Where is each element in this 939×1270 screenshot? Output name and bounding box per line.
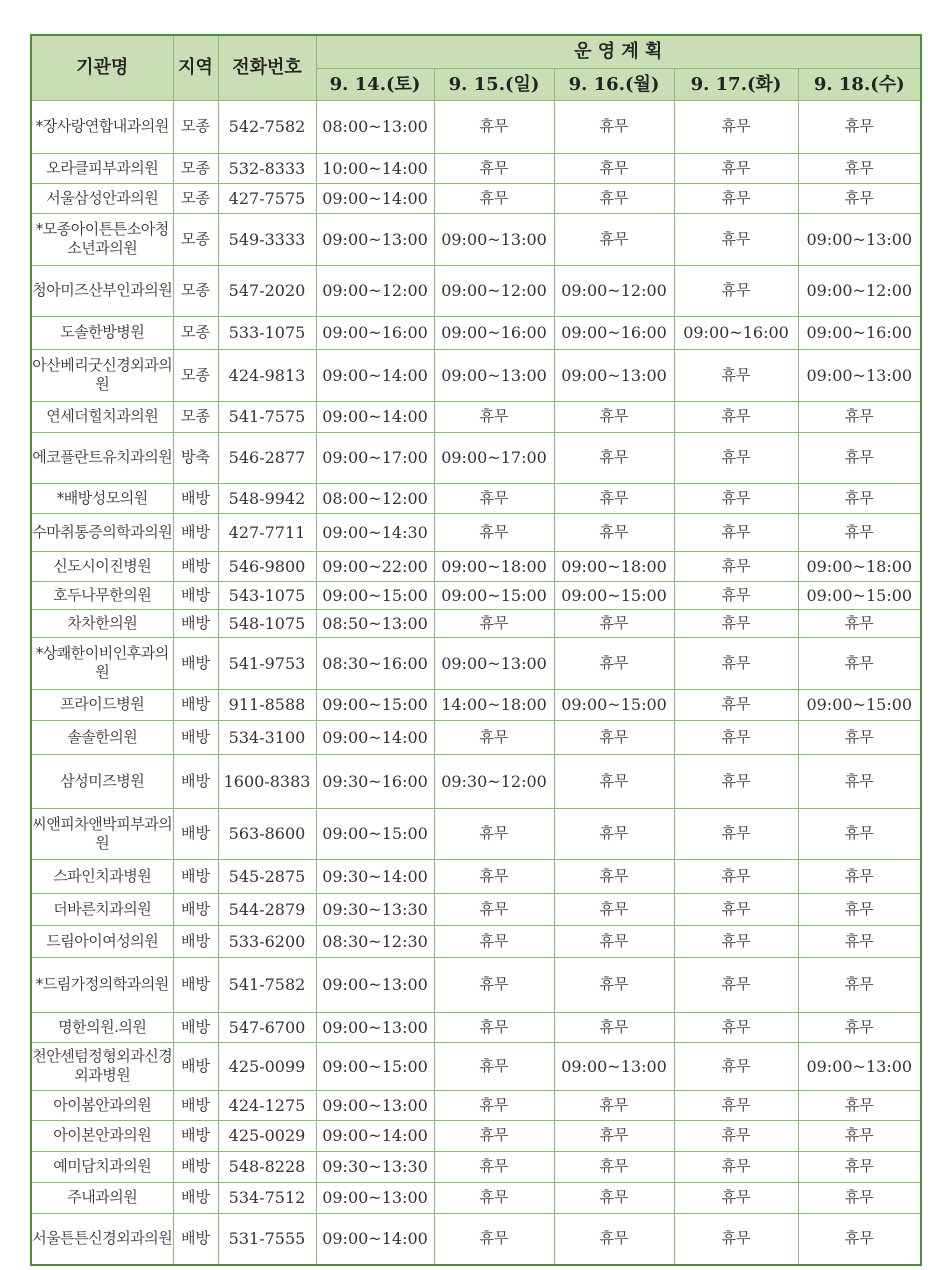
hours-cell: 09:00~14:30 [316, 513, 434, 551]
table-row [31, 1151, 921, 1182]
clinic-name: 삼성미즈병원 [31, 754, 173, 808]
table-row [31, 551, 921, 581]
hours-cell: 휴무 [674, 808, 798, 859]
hours-cell: 09:00~13:00 [316, 1182, 434, 1213]
clinic-name: *상쾌한이비인후과의원 [31, 637, 173, 689]
hours-cell: 휴무 [554, 859, 674, 893]
header-operation-plan: 운 영 계 획 [316, 35, 921, 68]
hours-cell: 휴무 [798, 1120, 921, 1151]
hours-cell: 휴무 [798, 1090, 921, 1120]
hours-cell: 휴무 [674, 1042, 798, 1090]
table-row [31, 1213, 921, 1265]
table-row [31, 1120, 921, 1151]
hours-cell: 09:00~15:00 [316, 1042, 434, 1090]
hours-cell: 휴무 [434, 1120, 554, 1151]
header-day: 9. 14.(토) [316, 68, 434, 100]
hours-cell: 09:00~16:00 [674, 316, 798, 349]
phone-number: 545-2875 [218, 859, 316, 893]
hours-cell: 휴무 [554, 808, 674, 859]
region: 모종 [173, 316, 218, 349]
region: 모종 [173, 100, 218, 153]
hours-cell: 09:00~14:00 [316, 1213, 434, 1265]
hours-cell: 휴무 [674, 213, 798, 265]
hours-cell: 09:30~13:30 [316, 893, 434, 925]
hours-cell: 휴무 [554, 513, 674, 551]
hours-cell: 휴무 [674, 1012, 798, 1042]
hours-cell: 09:00~14:00 [316, 401, 434, 432]
clinic-name: 드림아이여성의원 [31, 925, 173, 957]
hours-cell: 휴무 [434, 183, 554, 213]
clinic-name: 예미담치과의원 [31, 1151, 173, 1182]
hours-cell: 휴무 [434, 925, 554, 957]
hours-cell: 휴무 [798, 957, 921, 1012]
clinic-name: 아이본안과의원 [31, 1120, 173, 1151]
hours-cell: 09:00~13:00 [434, 349, 554, 401]
hours-cell: 09:00~13:00 [316, 1012, 434, 1042]
hours-cell: 09:00~13:00 [798, 349, 921, 401]
phone-number: 531-7555 [218, 1213, 316, 1265]
hours-cell: 휴무 [674, 432, 798, 483]
hours-cell: 09:00~14:00 [316, 720, 434, 754]
header-day: 9. 15.(일) [434, 68, 554, 100]
region: 모종 [173, 349, 218, 401]
hours-cell: 휴무 [798, 483, 921, 513]
region: 모종 [173, 153, 218, 183]
header-region: 지역 [173, 35, 218, 100]
hours-cell: 09:00~14:00 [316, 1120, 434, 1151]
hours-cell: 휴무 [674, 893, 798, 925]
hours-cell: 09:00~16:00 [798, 316, 921, 349]
hours-cell: 09:00~12:00 [798, 265, 921, 316]
hours-cell: 08:00~12:00 [316, 483, 434, 513]
hours-cell: 휴무 [798, 183, 921, 213]
hours-cell: 09:00~22:00 [316, 551, 434, 581]
table-row [31, 213, 921, 265]
hours-cell: 휴무 [554, 483, 674, 513]
region: 배방 [173, 609, 218, 637]
hours-cell: 09:00~15:00 [316, 689, 434, 720]
phone-number: 425-0099 [218, 1042, 316, 1090]
hours-cell: 휴무 [674, 183, 798, 213]
hours-cell: 휴무 [554, 432, 674, 483]
hours-cell: 휴무 [434, 100, 554, 153]
phone-number: 563-8600 [218, 808, 316, 859]
hours-cell: 휴무 [674, 265, 798, 316]
phone-number: 548-1075 [218, 609, 316, 637]
table-row [31, 316, 921, 349]
hours-cell: 휴무 [434, 893, 554, 925]
table-row [31, 483, 921, 513]
hours-cell: 휴무 [434, 720, 554, 754]
hours-cell: 14:00~18:00 [434, 689, 554, 720]
clinic-name: 아이봄안과의원 [31, 1090, 173, 1120]
hours-cell: 휴무 [554, 183, 674, 213]
hours-cell: 휴무 [434, 483, 554, 513]
table-row [31, 1012, 921, 1042]
hours-cell: 휴무 [674, 720, 798, 754]
clinic-name: 차차한의원 [31, 609, 173, 637]
region: 모종 [173, 401, 218, 432]
table-row [31, 893, 921, 925]
hours-cell: 휴무 [554, 925, 674, 957]
hours-cell: 휴무 [798, 153, 921, 183]
table-row [31, 637, 921, 689]
hours-cell: 휴무 [554, 1182, 674, 1213]
clinic-name: 주내과의원 [31, 1182, 173, 1213]
table-row [31, 401, 921, 432]
clinic-name: 스파인치과병원 [31, 859, 173, 893]
hours-cell: 휴무 [554, 1120, 674, 1151]
hours-cell: 휴무 [798, 754, 921, 808]
clinic-name: 오라클피부과의원 [31, 153, 173, 183]
clinic-name: *모종아이튼튼소아청소년과의원 [31, 213, 173, 265]
hours-cell: 09:00~15:00 [316, 808, 434, 859]
holiday-clinic-schedule-table [30, 34, 922, 1266]
hours-cell: 08:30~12:30 [316, 925, 434, 957]
phone-number: 547-2020 [218, 265, 316, 316]
region: 배방 [173, 483, 218, 513]
header-phone: 전화번호 [218, 35, 316, 100]
hours-cell: 09:00~15:00 [554, 581, 674, 609]
table-row [31, 349, 921, 401]
hours-cell: 휴무 [674, 153, 798, 183]
phone-number: 425-0029 [218, 1120, 316, 1151]
hours-cell: 휴무 [674, 581, 798, 609]
region: 배방 [173, 1042, 218, 1090]
phone-number: 547-6700 [218, 1012, 316, 1042]
region: 모종 [173, 183, 218, 213]
hours-cell: 휴무 [554, 1151, 674, 1182]
table-row [31, 859, 921, 893]
hours-cell: 휴무 [434, 859, 554, 893]
phone-number: 534-3100 [218, 720, 316, 754]
region: 배방 [173, 720, 218, 754]
region: 배방 [173, 1012, 218, 1042]
table-row [31, 609, 921, 637]
hours-cell: 휴무 [434, 1213, 554, 1265]
phone-number: 911-8588 [218, 689, 316, 720]
table-row [31, 754, 921, 808]
header-day: 9. 16.(월) [554, 68, 674, 100]
hours-cell: 휴무 [674, 1213, 798, 1265]
hours-cell: 휴무 [434, 808, 554, 859]
hours-cell: 09:00~15:00 [316, 581, 434, 609]
hours-cell: 휴무 [674, 1090, 798, 1120]
phone-number: 427-7711 [218, 513, 316, 551]
hours-cell: 휴무 [434, 1151, 554, 1182]
region: 배방 [173, 859, 218, 893]
hours-cell: 09:00~12:00 [554, 265, 674, 316]
table-row [31, 581, 921, 609]
hours-cell: 휴무 [674, 401, 798, 432]
hours-cell: 휴무 [798, 859, 921, 893]
hours-cell: 휴무 [674, 100, 798, 153]
region: 배방 [173, 1213, 218, 1265]
hours-cell: 휴무 [798, 432, 921, 483]
clinic-name: *드림가정의학과의원 [31, 957, 173, 1012]
header-day: 9. 18.(수) [798, 68, 921, 100]
hours-cell: 휴무 [554, 609, 674, 637]
table-row [31, 689, 921, 720]
hours-cell: 09:00~18:00 [434, 551, 554, 581]
hours-cell: 09:00~15:00 [434, 581, 554, 609]
phone-number: 541-9753 [218, 637, 316, 689]
region: 배방 [173, 551, 218, 581]
region: 배방 [173, 893, 218, 925]
hours-cell: 09:00~15:00 [798, 581, 921, 609]
hours-cell: 09:00~17:00 [316, 432, 434, 483]
clinic-name: 수마취통증의학과의원 [31, 513, 173, 551]
hours-cell: 09:00~13:00 [798, 1042, 921, 1090]
hours-cell: 09:00~12:00 [434, 265, 554, 316]
hours-cell: 휴무 [674, 349, 798, 401]
hours-cell: 휴무 [434, 513, 554, 551]
hours-cell: 휴무 [798, 808, 921, 859]
table-row [31, 100, 921, 153]
hours-cell: 휴무 [554, 957, 674, 1012]
hours-cell: 휴무 [554, 893, 674, 925]
clinic-name: 서울삼성안과의원 [31, 183, 173, 213]
header-name: 기관명 [31, 35, 173, 100]
phone-number: 548-9942 [218, 483, 316, 513]
hours-cell: 휴무 [554, 213, 674, 265]
hours-cell: 휴무 [434, 1042, 554, 1090]
hours-cell: 08:00~13:00 [316, 100, 434, 153]
hours-cell: 휴무 [798, 720, 921, 754]
phone-number: 541-7575 [218, 401, 316, 432]
table-row [31, 1090, 921, 1120]
hours-cell: 휴무 [554, 1090, 674, 1120]
hours-cell: 09:00~13:00 [434, 637, 554, 689]
clinic-name: 호두나무한의원 [31, 581, 173, 609]
hours-cell: 09:00~14:00 [316, 183, 434, 213]
region: 배방 [173, 513, 218, 551]
hours-cell: 09:00~13:00 [554, 1042, 674, 1090]
hours-cell: 09:00~13:00 [554, 349, 674, 401]
hours-cell: 09:00~13:00 [316, 213, 434, 265]
hours-cell: 09:00~13:00 [434, 213, 554, 265]
hours-cell: 09:00~15:00 [554, 689, 674, 720]
clinic-name: 씨앤피차앤박피부과의원 [31, 808, 173, 859]
hours-cell: 09:30~13:30 [316, 1151, 434, 1182]
hours-cell: 휴무 [434, 609, 554, 637]
hours-cell: 휴무 [798, 513, 921, 551]
phone-number: 543-1075 [218, 581, 316, 609]
region: 방축 [173, 432, 218, 483]
region: 배방 [173, 754, 218, 808]
table-row [31, 183, 921, 213]
table-row [31, 808, 921, 859]
clinic-name: 서울튼튼신경외과의원 [31, 1213, 173, 1265]
hours-cell: 휴무 [674, 754, 798, 808]
region: 배방 [173, 689, 218, 720]
hours-cell: 09:00~16:00 [434, 316, 554, 349]
region: 배방 [173, 1182, 218, 1213]
hours-cell: 09:30~12:00 [434, 754, 554, 808]
phone-number: 542-7582 [218, 100, 316, 153]
hours-cell: 휴무 [798, 637, 921, 689]
hours-cell: 휴무 [434, 1182, 554, 1213]
table-row [31, 957, 921, 1012]
table-row [31, 432, 921, 483]
hours-cell: 09:00~14:00 [316, 349, 434, 401]
phone-number: 424-1275 [218, 1090, 316, 1120]
phone-number: 541-7582 [218, 957, 316, 1012]
clinic-name: 아산베리굿신경외과의원 [31, 349, 173, 401]
hours-cell: 휴무 [554, 720, 674, 754]
hours-cell: 휴무 [674, 957, 798, 1012]
region: 배방 [173, 957, 218, 1012]
phone-number: 532-8333 [218, 153, 316, 183]
phone-number: 424-9813 [218, 349, 316, 401]
region: 모종 [173, 213, 218, 265]
hours-cell: 휴무 [434, 1090, 554, 1120]
hours-cell: 휴무 [674, 483, 798, 513]
hours-cell: 09:00~13:00 [316, 1090, 434, 1120]
hours-cell: 휴무 [674, 513, 798, 551]
hours-cell: 09:00~15:00 [798, 689, 921, 720]
region: 배방 [173, 581, 218, 609]
clinic-name: 명한의원.의원 [31, 1012, 173, 1042]
clinic-name: 에코플란트유치과의원 [31, 432, 173, 483]
region: 배방 [173, 808, 218, 859]
hours-cell: 09:30~16:00 [316, 754, 434, 808]
hours-cell: 10:00~14:00 [316, 153, 434, 183]
hours-cell: 휴무 [434, 957, 554, 1012]
hours-cell: 휴무 [554, 754, 674, 808]
clinic-name: 청아미즈산부인과의원 [31, 265, 173, 316]
hours-cell: 휴무 [674, 551, 798, 581]
hours-cell: 휴무 [554, 401, 674, 432]
hours-cell: 휴무 [798, 401, 921, 432]
clinic-name: 천안센텀정형외과신경외과병원 [31, 1042, 173, 1090]
hours-cell: 휴무 [434, 153, 554, 183]
region: 모종 [173, 265, 218, 316]
phone-number: 546-2877 [218, 432, 316, 483]
table-row [31, 925, 921, 957]
phone-number: 548-8228 [218, 1151, 316, 1182]
hours-cell: 휴무 [798, 925, 921, 957]
phone-number: 534-7512 [218, 1182, 316, 1213]
hours-cell: 09:00~16:00 [554, 316, 674, 349]
hours-cell: 휴무 [554, 1213, 674, 1265]
clinic-name: 솔솔한의원 [31, 720, 173, 754]
table-row [31, 1182, 921, 1213]
hours-cell: 휴무 [674, 1182, 798, 1213]
hours-cell: 휴무 [798, 100, 921, 153]
hours-cell: 09:00~18:00 [798, 551, 921, 581]
hours-cell: 휴무 [674, 859, 798, 893]
phone-number: 549-3333 [218, 213, 316, 265]
table-row [31, 1042, 921, 1090]
phone-number: 546-9800 [218, 551, 316, 581]
hours-cell: 휴무 [798, 893, 921, 925]
hours-cell: 휴무 [798, 1151, 921, 1182]
region: 배방 [173, 1120, 218, 1151]
hours-cell: 09:00~13:00 [798, 213, 921, 265]
region: 배방 [173, 1090, 218, 1120]
hours-cell: 휴무 [554, 153, 674, 183]
clinic-name: 신도시이진병원 [31, 551, 173, 581]
clinic-name: *배방성모의원 [31, 483, 173, 513]
hours-cell: 휴무 [674, 1151, 798, 1182]
hours-cell: 휴무 [434, 401, 554, 432]
hours-cell: 휴무 [674, 637, 798, 689]
hours-cell: 09:00~18:00 [554, 551, 674, 581]
hours-cell: 휴무 [798, 1182, 921, 1213]
hours-cell: 휴무 [554, 100, 674, 153]
region: 배방 [173, 925, 218, 957]
hours-cell: 휴무 [554, 1012, 674, 1042]
phone-number: 1600-8383 [218, 754, 316, 808]
header-day: 9. 17.(화) [674, 68, 798, 100]
hours-cell: 휴무 [674, 925, 798, 957]
phone-number: 533-1075 [218, 316, 316, 349]
hours-cell: 09:00~13:00 [316, 957, 434, 1012]
region: 배방 [173, 637, 218, 689]
hours-cell: 09:30~14:00 [316, 859, 434, 893]
clinic-name: 연세더힐치과의원 [31, 401, 173, 432]
clinic-name: 도솔한방병원 [31, 316, 173, 349]
hours-cell: 휴무 [798, 1213, 921, 1265]
hours-cell: 휴무 [798, 1012, 921, 1042]
clinic-name: 프라이드병원 [31, 689, 173, 720]
hours-cell: 휴무 [554, 637, 674, 689]
phone-number: 427-7575 [218, 183, 316, 213]
clinic-name: 더바른치과의원 [31, 893, 173, 925]
phone-number: 533-6200 [218, 925, 316, 957]
hours-cell: 휴무 [798, 609, 921, 637]
hours-cell: 09:00~17:00 [434, 432, 554, 483]
hours-cell: 휴무 [434, 1012, 554, 1042]
table-row [31, 265, 921, 316]
hours-cell: 휴무 [674, 1120, 798, 1151]
hours-cell: 휴무 [674, 609, 798, 637]
clinic-name: *장사랑연합내과의원 [31, 100, 173, 153]
hours-cell: 08:50~13:00 [316, 609, 434, 637]
hours-cell: 09:00~12:00 [316, 265, 434, 316]
hours-cell: 08:30~16:00 [316, 637, 434, 689]
table-row [31, 153, 921, 183]
hours-cell: 휴무 [674, 689, 798, 720]
table-row [31, 513, 921, 551]
region: 배방 [173, 1151, 218, 1182]
phone-number: 544-2879 [218, 893, 316, 925]
hours-cell: 09:00~16:00 [316, 316, 434, 349]
table-row [31, 720, 921, 754]
